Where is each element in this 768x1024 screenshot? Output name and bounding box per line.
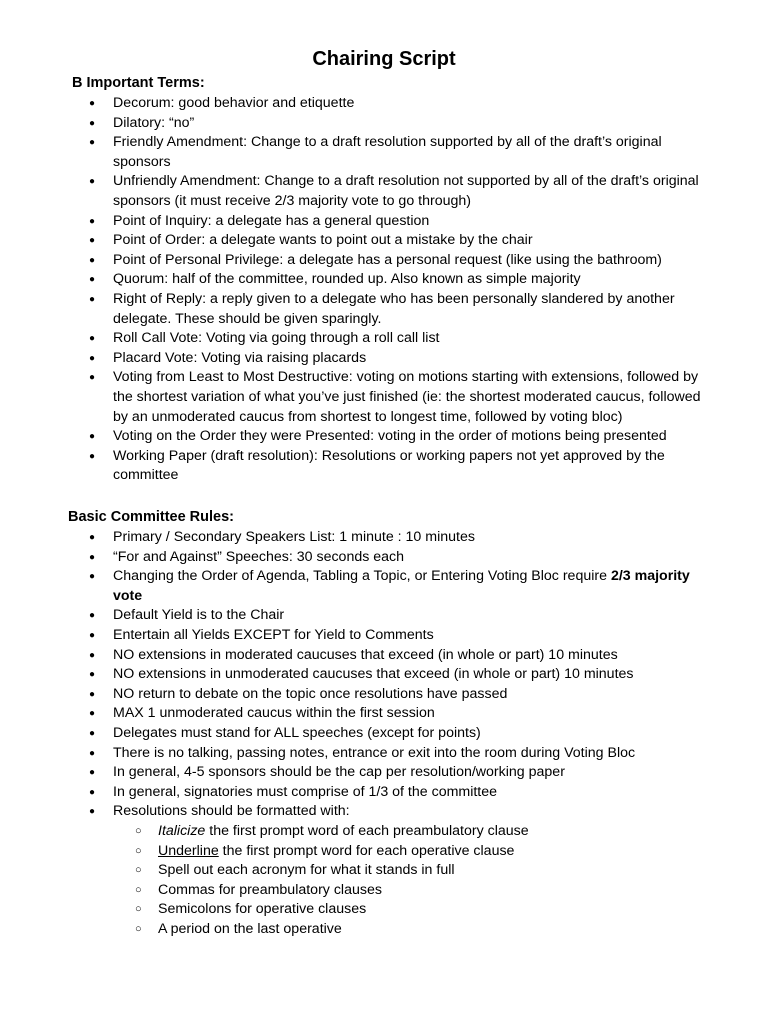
- sublist-item: ○ Commas for preambulatory clauses: [158, 881, 706, 901]
- list-item: ● Point of Personal Privilege: a delegate has a personal request (like using the bathroom): [0, 251, 768, 271]
- list-item: ● “For and Against” Speeches: 30 seconds each: [0, 548, 768, 568]
- list-item: ● Friendly Amendment: Change to a draft resolution supported by all of the draft’s original sponsors: [0, 133, 768, 172]
- sublist-item-text: the first prompt word for each operative clause: [218, 842, 515, 859]
- sublist-item: ○ Spell out each acronym for what it stands in full: [158, 861, 706, 881]
- list-item: ● Entertain all Yields EXCEPT for Yield to Comments: [0, 626, 768, 646]
- list-item-text: Resolutions should be formatted with:: [113, 803, 350, 820]
- underline-emphasis: Underline: [158, 842, 219, 859]
- list-item: ● MAX 1 unmoderated caucus within the first session: [0, 704, 768, 724]
- committee-rules-list: [0, 528, 768, 939]
- list-item: ● Delegates must stand for ALL speeches (except for points): [0, 724, 768, 744]
- list-item: ● Default Yield is to the Chair: [0, 606, 768, 626]
- list-item: ● In general, signatories must comprise of 1/3 of the committee: [0, 783, 768, 803]
- important-terms-list: [0, 94, 768, 486]
- list-item: ● NO extensions in unmoderated caucuses that exceed (in whole or part) 10 minutes: [0, 665, 768, 685]
- italic-emphasis: Italicize: [158, 822, 206, 839]
- list-item: ● Point of Order: a delegate wants to point out a mistake by the chair: [0, 231, 768, 251]
- section-heading-committee-rules: Basic Committee Rules:: [68, 509, 234, 525]
- list-item: ● Voting from Least to Most Destructive: voting on motions starting with extensions, followed by the shortest variation of what you’ve just finished (ie: the shortest moderated caucus, followed by an unmoderated caucus from shortest to longest time, followed by voting bloc): [0, 368, 768, 427]
- list-item: ● NO extensions in moderated caucuses that exceed (in whole or part) 10 minutes: [0, 646, 768, 666]
- page-title: Chairing Script: [312, 48, 456, 70]
- sublist-item: ○ Semicolons for operative clauses: [158, 900, 706, 920]
- sublist-item: [158, 842, 706, 862]
- list-item: ● Decorum: good behavior and etiquette: [0, 94, 768, 114]
- sublist-item-text: the first prompt word of each preambulatory clause: [205, 822, 529, 839]
- list-item: ● NO return to debate on the topic once resolutions have passed: [0, 685, 768, 705]
- section-heading-important-terms: B Important Terms:: [72, 75, 205, 91]
- list-item: ● Placard Vote: Voting via raising placards: [0, 349, 768, 369]
- list-item: ● Quorum: half of the committee, rounded up. Also known as simple majority: [0, 270, 768, 290]
- list-item: ● Voting on the Order they were Presented: voting in the order of motions being presented: [0, 427, 768, 447]
- list-item: ● Working Paper (draft resolution): Resolutions or working papers not yet approved by the committee: [0, 447, 768, 486]
- list-item: ● In general, 4-5 sponsors should be the cap per resolution/working paper: [0, 763, 768, 783]
- list-item-text: Changing the Order of Agenda, Tabling a Topic, or Entering Voting Bloc require: [113, 568, 611, 585]
- list-item: ● Roll Call Vote: Voting via going through a roll call list: [0, 329, 768, 349]
- list-item: ● There is no talking, passing notes, entrance or exit into the room during Voting Bloc: [0, 744, 768, 764]
- list-item: ● Right of Reply: a reply given to a delegate who has been personally slandered by another delegate. These should be given sparingly.: [0, 290, 768, 329]
- list-item: [0, 802, 768, 939]
- list-item: [0, 567, 768, 606]
- bold-emphasis: 2/3 majority vote: [113, 568, 690, 604]
- formatting-sublist: [113, 822, 706, 940]
- list-item: ● Unfriendly Amendment: Change to a draft resolution not supported by all of the draft’s original sponsors (it must receive 2/3 majority vote to go through): [0, 172, 768, 211]
- sublist-item: [158, 822, 706, 842]
- list-item: ● Dilatory: “no”: [0, 114, 768, 134]
- list-item: ● Primary / Secondary Speakers List: 1 minute : 10 minutes: [0, 528, 768, 548]
- sublist-item: ○ A period on the last operative: [158, 920, 706, 940]
- list-item: ● Point of Inquiry: a delegate has a general question: [0, 212, 768, 232]
